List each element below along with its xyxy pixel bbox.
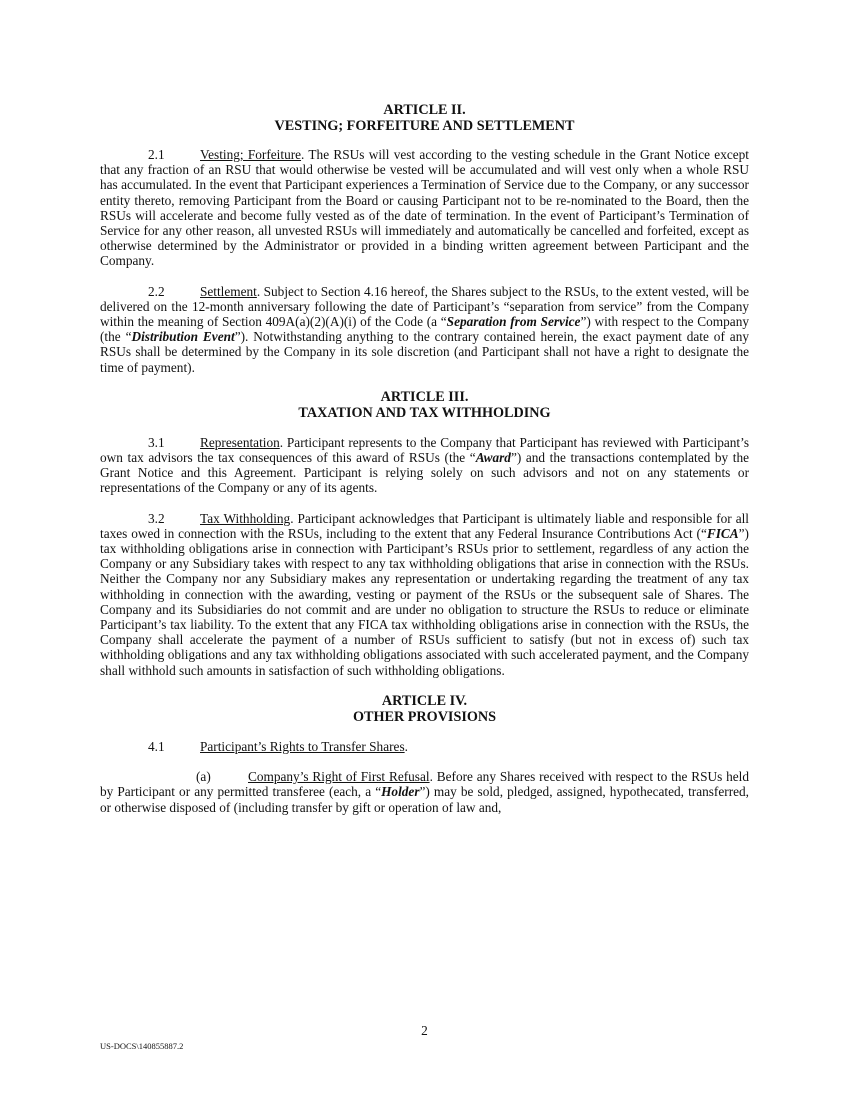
- document-page: [100, 0, 749, 815]
- section-4-1-number: 4.1: [148, 738, 165, 754]
- section-3-2-text-2: ”) tax withholding obligations arise in connection with Participant’s RSUs prior to settlement, regardless of any action the Company or any Subsidiary takes with respect to any tax withholding obligations that arise in connection with the RSUs. Neither the Company nor any Subsidiary makes any representation or undertaking regarding the treatment of any tax withholding in connection with the awarding, vesting or payment of the RSUs or the subsequent sale of Shares. The Company and its Subsidiaries do not commit and are under no obligation to structure the RSUs to reduce or eliminate Participant’s tax liability. To the extent that any FICA tax withholding obligations arise in connection with the RSUs, the Company shall accelerate the payment of a number of RSUs sufficient to satisfy (but not in excess of) such tax withholding obligations and any tax withholding obligations associated with such accelerated payment, and the Company shall withhold such amounts in satisfaction of such withholding obligations.: [100, 525, 749, 678]
- section-3-1: [100, 435, 749, 496]
- article-2-subtitle: VESTING; FORFEITURE AND SETTLEMENT: [274, 118, 575, 134]
- section-2-2: [100, 284, 749, 375]
- article-3-heading: [100, 389, 749, 421]
- article-4-subtitle: OTHER PROVISIONS: [352, 708, 497, 725]
- award-term: Award: [475, 450, 511, 466]
- article-2-heading: [100, 102, 749, 134]
- section-2-2-heading: Settlement: [200, 283, 257, 299]
- separation-from-service-term: Separation from Service: [446, 314, 581, 330]
- section-3-2-text-1: . Participant acknowledges that Participant is ultimately liable and responsible for all taxes owed in connection with the RSUs, including to the extent that any Federal Insurance Contributions Act (“: [100, 510, 749, 541]
- article-2-title: ARTICLE II.: [383, 102, 466, 118]
- section-2-1-number: 2.1: [148, 147, 165, 162]
- section-3-1-text-2: ”) and the transactions contemplated by the Grant Notice and this Agreement. Participant is relying solely on such advisors and not on any statements or representations of the Company or any of its agents.: [100, 450, 750, 496]
- article-4-title: ARTICLE IV.: [381, 692, 468, 709]
- section-3-1-heading: Representation: [200, 434, 280, 450]
- section-3-2-number: 3.2: [148, 510, 165, 526]
- article-3-title: ARTICLE III.: [380, 388, 469, 405]
- article-4-heading: [100, 693, 749, 725]
- section-4-1-heading: Participant’s Rights to Transfer Shares: [200, 738, 405, 754]
- section-2-1-heading: Vesting; Forfeiture: [200, 147, 302, 162]
- section-4-1-a-text-2: ”) may be sold, pledged, assigned, hypothecated, transferred, or otherwise disposed of (including transfer by gift or operation of law and,: [100, 784, 749, 815]
- section-4-1-period: .: [404, 738, 408, 754]
- section-4-1-a-heading: Company’s Right of First Refusal: [248, 769, 430, 785]
- section-4-1-a-text-1: . Before any Shares received with respect to the RSUs held by Participant or any permitted transferee (each, a “: [100, 769, 750, 800]
- section-3-1-number: 3.1: [148, 434, 165, 450]
- article-3-subtitle: TAXATION AND TAX WITHHOLDING: [298, 404, 551, 421]
- section-2-2-text-2: ”) with respect to the Company (the “: [100, 314, 749, 345]
- section-4-1: [100, 739, 749, 754]
- section-3-2: [100, 511, 749, 678]
- fica-term: FICA: [706, 525, 739, 541]
- section-2-2-text-1: . Subject to Section 4.16 hereof, the Shares subject to the RSUs, to the extent vested, will be delivered on the 12-month anniversary following the date of Participant’s “separation from service” from the Company within the meaning of Section 409A(a)(2)(A)(i) of the Code (a “: [100, 283, 749, 330]
- section-3-1-text-1: . Participant represents to the Company that Participant has reviewed with Participant’s own tax advisors the tax consequences of this award of RSUs (the “: [100, 434, 749, 466]
- section-2-1-text: . The RSUs will vest according to the vesting schedule in the Grant Notice except that any fraction of an RSU that would otherwise be vested will be accumulated and will vest only when a whole RSU has accumulated. In the event that Participant experiences a Termination of Service due to the Company, or any successor entity thereto, removing Participant from the Board or causing Participant not to be re-nominated to the Board, then the RSUs will accelerate and become fully vested as of the date of termination. In the event of Participant’s Termination of Service for any other reason, all unvested RSUs will immediately and automatically be cancelled and forfeited, except as otherwise determined by the Administrator or provided in a binding written agreement between Participant and the Company.: [100, 147, 749, 269]
- page-number: 2: [421, 1023, 428, 1038]
- section-3-2-heading: Tax Withholding: [200, 510, 291, 526]
- section-4-1-a: [100, 769, 749, 815]
- distribution-event-term: Distribution Event: [131, 329, 235, 345]
- section-2-1: [100, 147, 749, 269]
- section-2-2-number: 2.2: [148, 283, 165, 299]
- section-4-1-a-number: (a): [196, 769, 211, 785]
- holder-term: Holder: [381, 784, 420, 800]
- section-2-2-text-3: ”). Notwithstanding anything to the contrary contained herein, the exact payment date of any RSUs shall be determined by the Company in its sole discretion (and Participant shall not have a right to designate the time of payment).: [100, 329, 749, 375]
- document-id: US-DOCS\140855887.2: [100, 1041, 184, 1051]
